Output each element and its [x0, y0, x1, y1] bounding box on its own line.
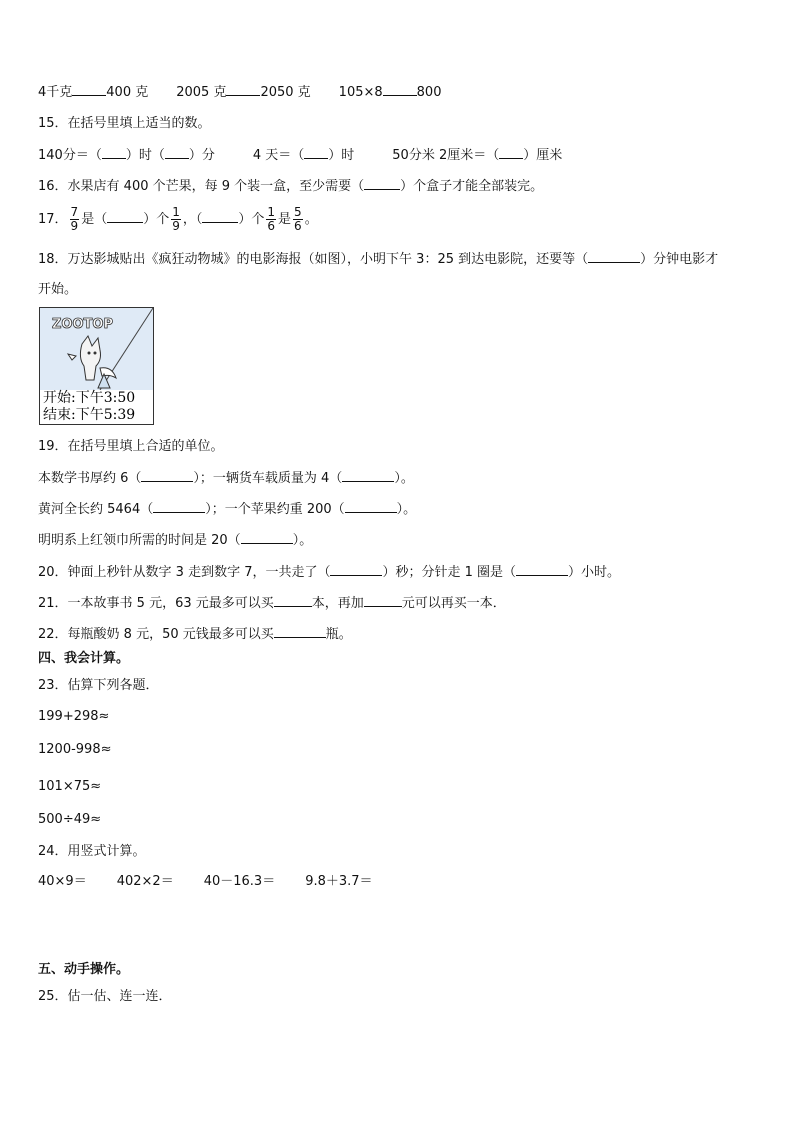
blank[interactable]: [383, 83, 417, 96]
q19-line3: 明明系上红领巾所需的时间是 20（ ）。: [38, 533, 313, 548]
q24-title: 24．用竖式计算。: [38, 844, 146, 859]
blank[interactable]: [330, 563, 382, 576]
q19-line1: 本数学书厚约 6（ ）；一辆货车载质量为 4（ ）。: [38, 471, 414, 486]
blank[interactable]: [165, 146, 189, 159]
q23-expr-1: 199+298≈: [38, 709, 110, 724]
q21-line: 21．一本故事书 5 元，63 元最多可以买 本，再加 元可以再买一本．: [38, 596, 506, 611]
section-4-heading: 四、我会计算。: [38, 651, 130, 666]
q19-line2: 黄河全长约 5464（ ）；一个苹果约重 200（ ）。: [38, 502, 417, 517]
poster-illustration: [40, 308, 153, 390]
movie-poster: [39, 307, 154, 425]
q25-title: 25．估一估、连一连．: [38, 989, 172, 1004]
q17-line: 17． $\frac{7}{9}$ 是（ ）个 $\frac{1}{9}$ ，（ ）个 $\frac{1}{6}$ 是 $\frac{5}{6}$ 。: [38, 205, 318, 233]
q23-expr-3: 101×75≈: [38, 779, 102, 794]
blank[interactable]: [345, 500, 397, 513]
blank[interactable]: [107, 210, 143, 223]
section-5-heading: 五、动手操作。: [38, 962, 130, 977]
q16-line: 16．水果店有 400 个芒果，每 9 个装一盒，至少需要（ ）个盒子才能全部装完。: [38, 179, 544, 194]
q14-line: 4千克 400 克 2005 克 2050 克 105×8 800: [38, 85, 442, 100]
blank[interactable]: [72, 83, 106, 96]
poster-start-time: 开始:下午3:50: [43, 390, 136, 406]
blank[interactable]: [342, 469, 394, 482]
blank[interactable]: [153, 500, 205, 513]
blank[interactable]: [516, 563, 568, 576]
blank[interactable]: [364, 594, 402, 607]
blank[interactable]: [202, 210, 238, 223]
q20-line: 20．钟面上秒针从数字 3 走到数字 7，一共走了（ ）秒；分针走 1 圈是（ ）小时。: [38, 565, 621, 580]
blank[interactable]: [226, 83, 260, 96]
poster-logo: ZOOTOP: [52, 317, 113, 332]
fraction: $\frac{1}{9}$: [172, 205, 180, 233]
blank[interactable]: [499, 146, 523, 159]
blank[interactable]: [364, 177, 400, 190]
q23-expr-2: 1200-998≈: [38, 742, 112, 757]
q23-expr-4: 500÷49≈: [38, 812, 102, 827]
blank[interactable]: [274, 594, 312, 607]
q15-title: 15．在括号里填上适当的数。: [38, 116, 211, 131]
blank[interactable]: [102, 146, 126, 159]
blank[interactable]: [141, 469, 193, 482]
q23-title: 23．估算下列各题．: [38, 678, 159, 693]
blank[interactable]: [304, 146, 328, 159]
q19-title: 19．在括号里填上合适的单位。: [38, 439, 224, 454]
blank[interactable]: [274, 625, 326, 638]
q15-line: 140分＝（ ）时（ ）分 4 天＝（ ）时 50分米 2厘米＝（ ）厘米: [38, 148, 563, 163]
q18-line: 18．万达影城贴出《疯狂动物城》的电影海报（如图），小明下午 3：25 到达电影院，还要等（ ）分钟电影才: [38, 252, 719, 267]
q18-line2: 开始。: [38, 282, 78, 297]
blank[interactable]: [588, 250, 640, 263]
blank[interactable]: [241, 531, 293, 544]
fox-illustration-icon: [40, 308, 153, 390]
fraction: $\frac{7}{9}$: [70, 205, 79, 233]
q24-line: 40×9＝ 402×2＝ 40－16.3＝ 9.8＋3.7＝: [38, 874, 373, 889]
q22-line: 22．每瓶酸奶 8 元，50 元钱最多可以买 瓶。: [38, 627, 352, 642]
fraction: $\frac{1}{6}$: [267, 205, 276, 233]
fraction: $\frac{5}{6}$: [294, 205, 302, 233]
poster-end-time: 结束:下午5:39: [43, 407, 136, 423]
